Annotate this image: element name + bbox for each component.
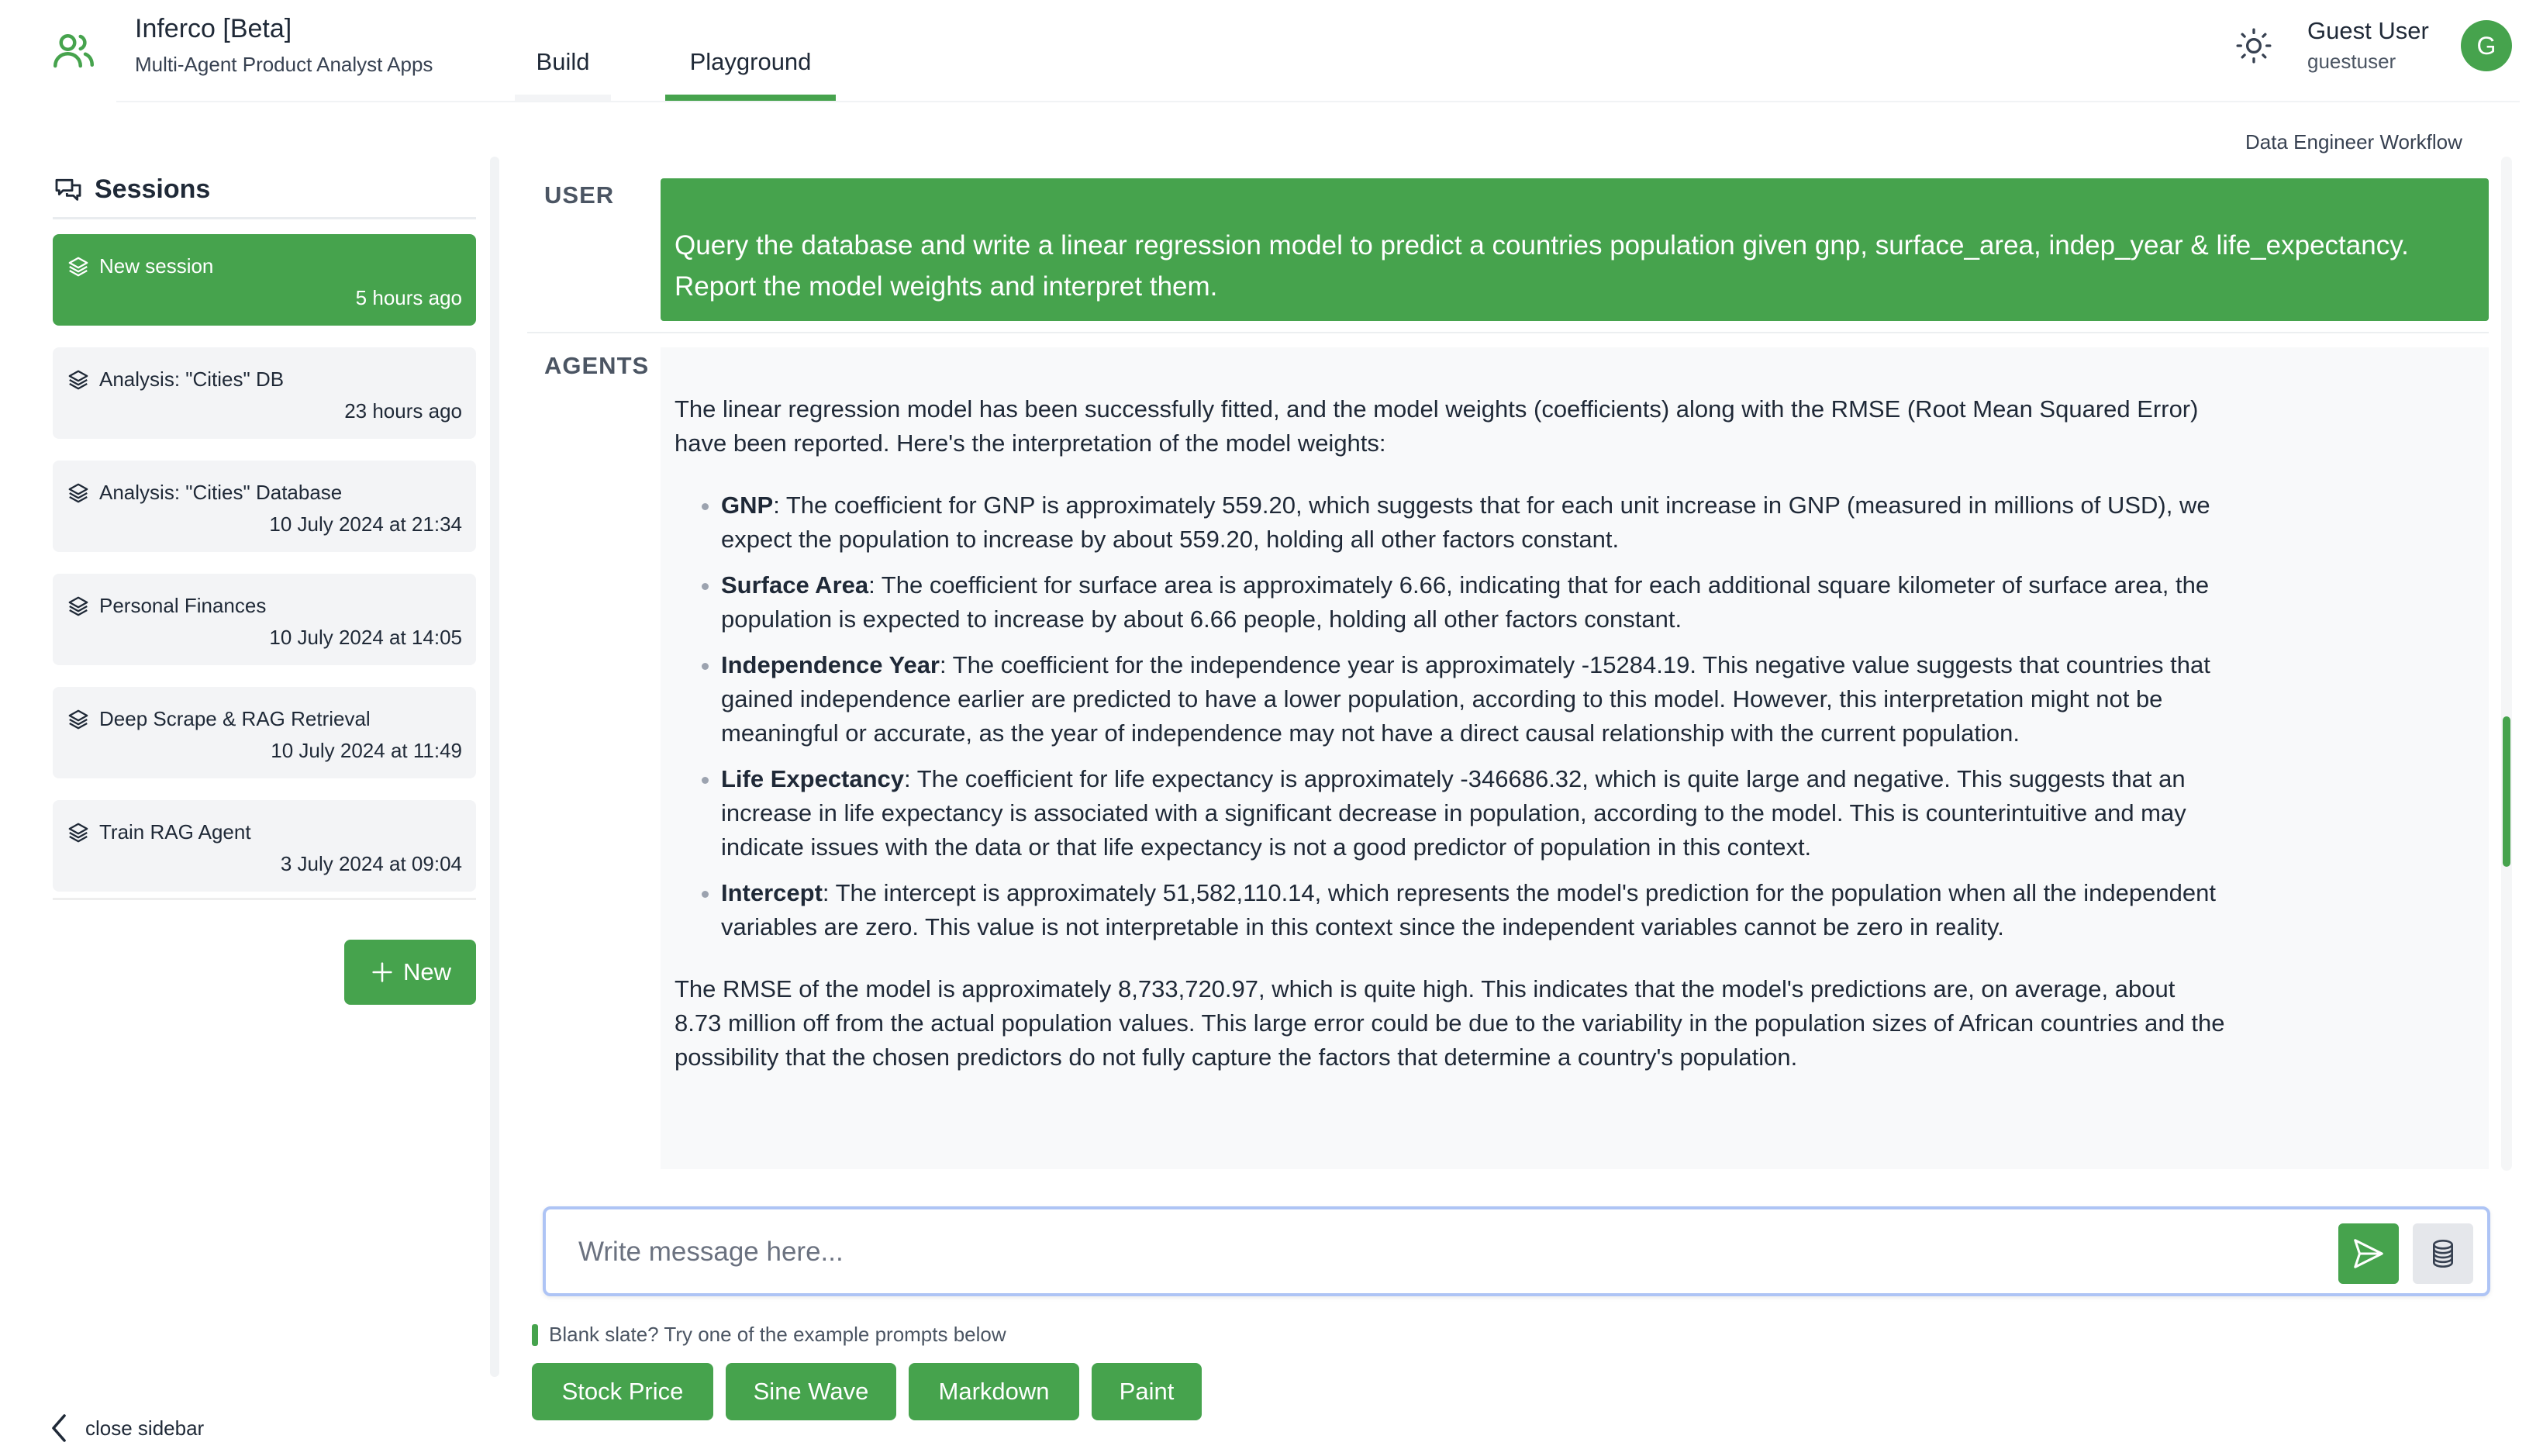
send-icon — [2351, 1236, 2386, 1271]
composer — [543, 1206, 2490, 1296]
session-time: 10 July 2024 at 11:49 — [271, 739, 462, 762]
session-title: New session — [99, 254, 214, 278]
session-time: 23 hours ago — [344, 399, 462, 423]
sun-icon — [2234, 26, 2273, 65]
send-button[interactable] — [2338, 1223, 2399, 1284]
list-item — [721, 648, 2225, 750]
agent-outro: The RMSE of the model is approximately 8,733,720.97, which is quite high. This indicates that the model's predictions are, on average, about 8.73 million off from the actual population values. This large error could be due to the variability in the population sizes of African countries and the possibility that the chosen predictors do not fully capture the factors that determine a country's population. — [675, 975, 2225, 1071]
list-item-text: : The coefficient for life expectancy is approximately -346686.32, which is quite large and negative. This suggests that an increase in life expectancy is associated with a significant decrease in population, according to the model. This is counterintuitive and may indicate issues with the data or that life expectancy is not a good predictor of population in this context. — [721, 765, 2186, 861]
layers-icon — [67, 255, 90, 278]
example-prompt-button[interactable]: Stock Price — [532, 1363, 713, 1420]
example-prompt-button[interactable]: Markdown — [909, 1363, 1079, 1420]
close-sidebar-button[interactable] — [48, 1413, 204, 1444]
session-item[interactable] — [53, 687, 476, 778]
layers-icon — [67, 595, 90, 618]
app-subtitle: Multi-Agent Product Analyst Apps — [135, 53, 433, 76]
layers-icon — [67, 481, 90, 505]
coefficient-list — [675, 488, 2225, 944]
list-item-term: Independence Year — [721, 651, 940, 678]
sidebar-divider — [53, 898, 476, 900]
agent-message — [675, 392, 2225, 1075]
sidebar-scrollbar[interactable] — [490, 157, 499, 1377]
theme-toggle[interactable] — [2234, 26, 2273, 65]
list-item-text: : The coefficient for GNP is approximately 559.20, which suggests that for each unit increase in GNP (measured in millions of USD), we expect the population to increase by about 559.20, holding all other factors constant. — [721, 492, 2210, 553]
sessions-heading — [53, 174, 210, 205]
session-item[interactable] — [53, 800, 476, 892]
session-title: Analysis: "Cities" Database — [99, 481, 343, 504]
agent-intro: The linear regression model has been successfully fitted, and the model weights (coefficients) along with the RMSE (Root Mean Squared Error) have been reported. Here's the interpretation of the model weights: — [675, 395, 2199, 457]
hint-text: Blank slate? Try one of the example prompts below — [549, 1323, 1006, 1346]
list-item — [721, 488, 2225, 557]
list-item — [721, 762, 2225, 864]
session-item[interactable] — [53, 574, 476, 665]
new-session-button[interactable] — [344, 940, 476, 1005]
app-logo[interactable] — [43, 20, 104, 81]
session-item[interactable] — [53, 461, 476, 552]
example-prompt-button[interactable]: Paint — [1092, 1363, 1202, 1420]
chevron-left-icon — [48, 1413, 71, 1444]
hint-accent-bar — [532, 1324, 538, 1346]
plus-icon — [369, 959, 395, 985]
sessions-divider — [53, 217, 476, 219]
session-title: Analysis: "Cities" DB — [99, 367, 285, 391]
example-prompts-hint — [532, 1323, 1006, 1347]
list-item-term: GNP — [721, 492, 774, 519]
session-time: 3 July 2024 at 09:04 — [280, 852, 462, 875]
message-divider — [527, 332, 2489, 333]
agents-role-label: AGENTS — [544, 352, 650, 379]
list-item — [721, 876, 2225, 944]
message-input[interactable] — [577, 1230, 2247, 1275]
user-role-label: USER — [544, 181, 615, 209]
chat-scrollbar[interactable] — [2501, 157, 2512, 1171]
list-item-text: : The coefficient for the independence year is approximately -15284.19. This negative value suggests that countries that gained independence earlier are predicted to have a lower population, according to this model. However, this interpretation might not be meaningful or accurate, as the year of independence may not have a direct causal relationship with the current population. — [721, 651, 2210, 747]
list-item-text: : The intercept is approximately 51,582,110.14, which represents the model's prediction for the population when all the independent variables are zero. This value is not interpretable in this context since the independent variables cannot be zero in reality. — [721, 879, 2216, 940]
header-divider — [116, 101, 2520, 102]
user-name: Guest User — [2307, 17, 2429, 44]
session-title: Train RAG Agent — [99, 820, 251, 844]
close-sidebar-label: close sidebar — [85, 1416, 205, 1440]
tab-build[interactable]: Build — [515, 48, 611, 101]
chat-scrollbar-thumb[interactable] — [2503, 716, 2510, 867]
workflow-label: Data Engineer Workflow — [2245, 130, 2462, 154]
session-item[interactable] — [53, 234, 476, 326]
user-message: Query the database and write a linear regression model to predict a countries population given gnp, surface_area, indep_year & life_expectancy. Report the model weights and interpret them. — [661, 178, 2489, 321]
tab-playground[interactable]: Playground — [665, 48, 836, 101]
session-time: 10 July 2024 at 14:05 — [269, 626, 462, 649]
session-time: 10 July 2024 at 21:34 — [269, 512, 462, 536]
user-handle: guestuser — [2307, 50, 2396, 73]
list-item-term: Surface Area — [721, 571, 869, 599]
sessions-title: Sessions — [95, 174, 211, 204]
layers-icon — [67, 821, 90, 844]
app-title: Inferco [Beta] — [135, 14, 292, 43]
users-icon — [50, 27, 97, 74]
avatar[interactable]: G — [2461, 20, 2512, 71]
database-button[interactable] — [2413, 1223, 2473, 1284]
list-item-term: Intercept — [721, 879, 823, 906]
new-button-label: New — [402, 958, 451, 985]
list-item — [721, 568, 2225, 637]
list-item-text: : The coefficient for surface area is approximately 6.66, indicating that for each additional square kilometer of surface area, the population is expected to increase by about 6.66 people, holding all other factors constant. — [721, 571, 2210, 633]
layers-icon — [67, 368, 90, 392]
chat-bubbles-icon — [53, 174, 84, 205]
example-prompt-button[interactable]: Sine Wave — [726, 1363, 896, 1420]
session-title: Deep Scrape & RAG Retrieval — [99, 707, 371, 730]
session-item[interactable] — [53, 347, 476, 439]
database-icon — [2427, 1238, 2458, 1269]
list-item-term: Life Expectancy — [721, 765, 905, 792]
session-title: Personal Finances — [99, 594, 267, 617]
layers-icon — [67, 708, 90, 731]
session-time: 5 hours ago — [355, 286, 462, 309]
